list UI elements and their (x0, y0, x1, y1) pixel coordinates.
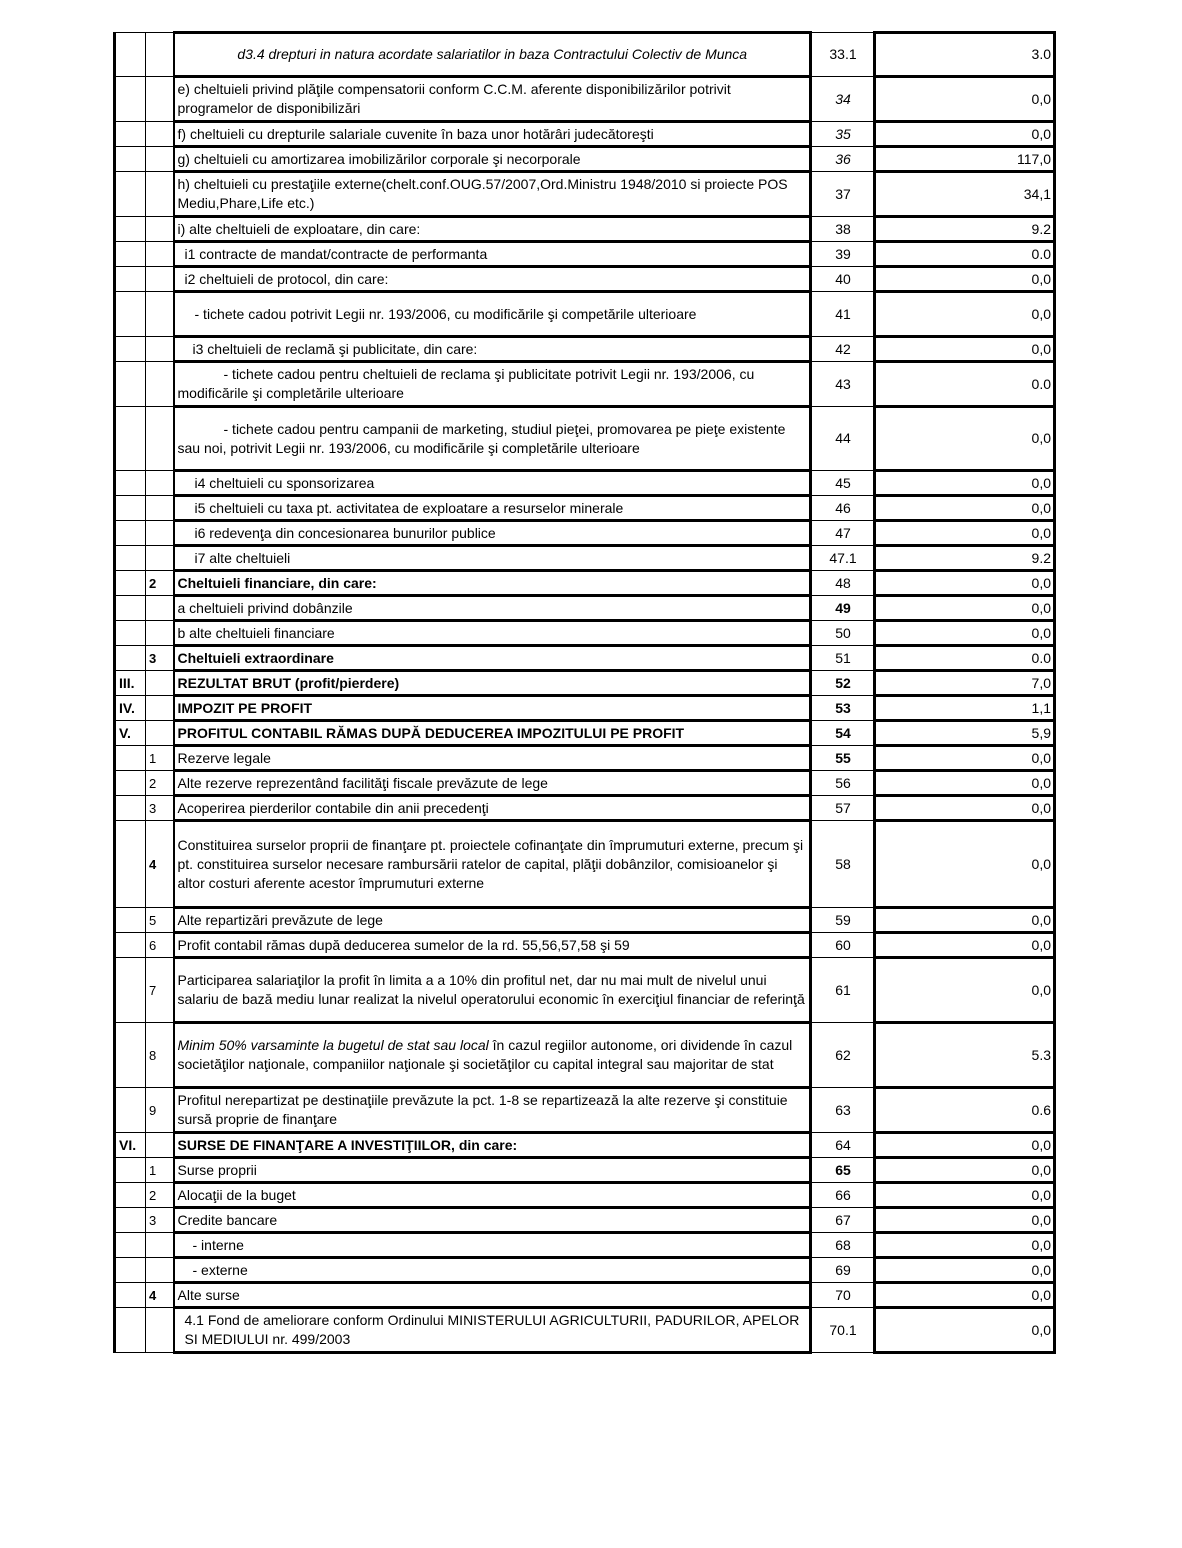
description-cell (174, 77, 811, 122)
table-row (115, 407, 1055, 471)
table-row (115, 147, 1055, 172)
description-cell (174, 1158, 811, 1183)
chapter-cell: IV. (115, 696, 146, 721)
description-text: i5 cheltuieli cu taxa pt. activitatea de exploatare a resurselor minerale (194, 499, 624, 516)
value-cell: 0,0 (875, 908, 1055, 933)
row-code-cell: 62 (811, 1023, 875, 1088)
row-code-cell: 44 (811, 407, 875, 471)
description-cell (174, 521, 811, 546)
description-cell (174, 671, 811, 696)
value-cell: 0,0 (875, 1183, 1055, 1208)
value-cell: 117,0 (875, 147, 1055, 172)
row-code-cell: 38 (811, 217, 875, 242)
chapter-cell (115, 337, 146, 362)
value-cell: 0.6 (875, 1088, 1055, 1133)
table-row (115, 521, 1055, 546)
item-number-cell: 4 (146, 821, 174, 908)
description-cell (174, 796, 811, 821)
item-number-cell: 1 (146, 746, 174, 771)
table-row (115, 1233, 1055, 1258)
description-text: Constituirea surselor proprii de finanţare pt. proiectele cofinanţate din împrumuturi externe, precum şi pt. constituirea surselor necesare rambursării ratelor de capital, plăţii dobânzilor, comisioanelor şi altor costuri aferente acestor împrumuturi externe (177, 836, 804, 891)
chapter-cell (115, 1158, 146, 1183)
table-row (115, 1208, 1055, 1233)
value-cell: 9.2 (875, 217, 1055, 242)
value-cell: 0,0 (875, 796, 1055, 821)
table-body (115, 33, 1055, 1353)
table-row (115, 172, 1055, 217)
description-text: d3.4 drepturi in natura acordate salariatilor in baza Contractului Colectiv de Munca (237, 46, 748, 62)
row-code-cell: 47.1 (811, 546, 875, 571)
description-text: Alocaţii de la buget (177, 1186, 296, 1203)
table-row (115, 696, 1055, 721)
chapter-cell (115, 621, 146, 646)
description-cell (174, 172, 811, 217)
description-text: Surse proprii (177, 1161, 257, 1178)
value-cell: 0,0 (875, 496, 1055, 521)
table-row (115, 1158, 1055, 1183)
chapter-cell (115, 1308, 146, 1353)
table-row (115, 496, 1055, 521)
item-number-cell (146, 1133, 174, 1158)
item-number-cell (146, 122, 174, 147)
description-cell (174, 362, 811, 407)
value-cell: 0,0 (875, 337, 1055, 362)
item-number-cell (146, 496, 174, 521)
chapter-cell (115, 242, 146, 267)
chapter-cell (115, 1208, 146, 1233)
description-cell (174, 1283, 811, 1308)
table-row (115, 771, 1055, 796)
table-row (115, 546, 1055, 571)
item-number-cell (146, 696, 174, 721)
chapter-cell (115, 1088, 146, 1133)
row-code-cell: 63 (811, 1088, 875, 1133)
chapter-cell (115, 292, 146, 337)
item-number-cell: 1 (146, 1158, 174, 1183)
value-cell: 0,0 (875, 746, 1055, 771)
chapter-cell (115, 546, 146, 571)
description-cell (174, 746, 811, 771)
item-number-cell (146, 1233, 174, 1258)
table-row (115, 908, 1055, 933)
row-code-cell: 66 (811, 1183, 875, 1208)
description-text: Rezerve legale (177, 749, 271, 766)
description-cell (174, 242, 811, 267)
row-code-cell: 58 (811, 821, 875, 908)
chapter-cell (115, 1183, 146, 1208)
description-text: Participarea salariaţilor la profit în limita a a 10% din profitul net, dar nu mai mult de nivelul unui salariu de bază mediu lunar realizat la nivelul operatorului economic în exerciţiul financiar de referinţă (177, 972, 805, 1007)
item-number-cell (146, 407, 174, 471)
description-text: PROFITUL CONTABIL RĂMAS DUPĂ DEDUCEREA IMPOZITULUI PE PROFIT (177, 724, 685, 741)
description-cell (174, 771, 811, 796)
description-text: a cheltuieli privind dobânzile (177, 599, 353, 616)
item-number-cell: 2 (146, 771, 174, 796)
item-number-cell: 3 (146, 796, 174, 821)
description-cell (174, 1023, 811, 1088)
table-row (115, 267, 1055, 292)
description-text: - tichete cadou potrivit Legii nr. 193/2006, cu modificările şi competările ulterioare (194, 305, 697, 322)
table-row (115, 746, 1055, 771)
value-cell: 0,0 (875, 771, 1055, 796)
chapter-cell (115, 33, 146, 77)
chapter-cell (115, 1283, 146, 1308)
description-cell (174, 1088, 811, 1133)
chapter-cell (115, 821, 146, 908)
value-cell: 0,0 (875, 1258, 1055, 1283)
description-text: - tichete cadou pentru campanii de marketing, studiul pieţei, promovarea pe pieţe existente sau noi, potrivit Legii nr. 193/2006, cu modificările şi completările ulterioare (177, 420, 786, 456)
item-number-cell: 8 (146, 1023, 174, 1088)
chapter-cell (115, 958, 146, 1023)
description-cell (174, 267, 811, 292)
chapter-cell (115, 217, 146, 242)
value-cell: 0.0 (875, 362, 1055, 407)
description-cell (174, 1233, 811, 1258)
chapter-cell (115, 407, 146, 471)
row-code-cell: 41 (811, 292, 875, 337)
chapter-cell (115, 796, 146, 821)
description-text: i2 cheltuieli de protocol, din care: (184, 270, 389, 287)
row-code-cell: 68 (811, 1233, 875, 1258)
description-cell (174, 33, 811, 77)
table-row (115, 292, 1055, 337)
description-text: i3 cheltuieli de reclamă şi publicitate, din care: (192, 340, 478, 357)
item-number-cell (146, 721, 174, 746)
item-number-cell (146, 147, 174, 172)
description-text: REZULTAT BRUT (profit/pierdere) (177, 674, 400, 691)
value-cell: 3.0 (875, 33, 1055, 77)
value-cell: 0.0 (875, 646, 1055, 671)
chapter-cell (115, 147, 146, 172)
row-code-cell: 48 (811, 571, 875, 596)
description-cell (174, 571, 811, 596)
row-code-cell: 34 (811, 77, 875, 122)
description-text: i4 cheltuieli cu sponsorizarea (194, 474, 375, 491)
item-number-cell (146, 546, 174, 571)
row-code-cell: 43 (811, 362, 875, 407)
row-code-cell: 42 (811, 337, 875, 362)
description-cell (174, 407, 811, 471)
table-row (115, 337, 1055, 362)
table-row (115, 1133, 1055, 1158)
row-code-cell: 52 (811, 671, 875, 696)
item-number-cell: 9 (146, 1088, 174, 1133)
row-code-cell: 51 (811, 646, 875, 671)
description-cell (174, 821, 811, 908)
chapter-cell (115, 122, 146, 147)
value-cell: 0,0 (875, 1133, 1055, 1158)
row-code-cell: 56 (811, 771, 875, 796)
value-cell: 0,0 (875, 292, 1055, 337)
description-cell (174, 1183, 811, 1208)
financial-table (113, 31, 1056, 1354)
description-text: în cazul regiilor autonome, ori dividende în cazul societăţilor naţionale, companiilor naţionale şi societăţilor cu capital integral sau majoritar de stat (177, 1037, 793, 1072)
table-row (115, 571, 1055, 596)
row-code-cell: 54 (811, 721, 875, 746)
item-number-cell: 4 (146, 1283, 174, 1308)
row-code-cell: 60 (811, 933, 875, 958)
item-number-cell (146, 33, 174, 77)
value-cell: 0,0 (875, 521, 1055, 546)
description-cell (174, 908, 811, 933)
description-text: i6 redevenţa din concesionarea bunurilor publice (194, 524, 496, 541)
description-text: - tichete cadou pentru cheltuieli de reclama şi publicitate potrivit Legii nr. 193/2006, cu modificările şi completările ulterioare (177, 366, 755, 401)
description-text: 4.1 Fond de ameliorare conform Ordinului MINISTERULUI AGRICULTURII, PADURILOR, APELOR SI MEDIULUI nr. 499/2003 (184, 1312, 800, 1347)
item-number-cell (146, 671, 174, 696)
item-number-cell: 5 (146, 908, 174, 933)
row-code-cell: 64 (811, 1133, 875, 1158)
table-row (115, 933, 1055, 958)
value-cell: 0,0 (875, 933, 1055, 958)
description-text: e) cheltuieli privind plăţile compensatorii conform C.C.M. aferente disponibilizărilor potrivit programelor de disponibilizări (177, 81, 731, 116)
description-text: - externe (192, 1261, 248, 1278)
description-text: Cheltuieli financiare, din care: (177, 574, 377, 591)
value-cell: 0,0 (875, 621, 1055, 646)
description-text: Cheltuieli extraordinare (177, 649, 334, 666)
value-cell: 0,0 (875, 1308, 1055, 1353)
item-number-cell (146, 596, 174, 621)
description-text: IMPOZIT PE PROFIT (177, 699, 313, 716)
row-code-cell: 36 (811, 147, 875, 172)
table-row (115, 1283, 1055, 1308)
description-cell (174, 621, 811, 646)
value-cell: 0,0 (875, 1233, 1055, 1258)
table-row (115, 242, 1055, 267)
chapter-cell (115, 596, 146, 621)
description-cell (174, 933, 811, 958)
chapter-cell (115, 571, 146, 596)
row-code-cell: 45 (811, 471, 875, 496)
description-text: Profit contabil rămas după deducerea sumelor de la rd. 55,56,57,58 şi 59 (177, 936, 630, 953)
value-cell: 5,9 (875, 721, 1055, 746)
item-number-cell (146, 172, 174, 217)
item-number-cell: 2 (146, 571, 174, 596)
chapter-cell (115, 496, 146, 521)
description-cell (174, 958, 811, 1023)
description-text: b alte cheltuieli financiare (177, 624, 335, 641)
item-number-cell (146, 77, 174, 122)
table-row (115, 122, 1055, 147)
table-row (115, 471, 1055, 496)
description-text: i) alte cheltuieli de exploatare, din care: (177, 220, 421, 237)
row-code-cell: 33.1 (811, 33, 875, 77)
chapter-cell: V. (115, 721, 146, 746)
table-row (115, 1088, 1055, 1133)
table-row (115, 958, 1055, 1023)
chapter-cell (115, 521, 146, 546)
row-code-cell: 69 (811, 1258, 875, 1283)
row-code-cell: 55 (811, 746, 875, 771)
description-text: Acoperirea pierderilor contabile din anii precedenţi (177, 799, 489, 816)
description-text: h) cheltuieli cu prestaţiile externe(chelt.conf.OUG.57/2007,Ord.Ministru 1948/2010 si proiecte POS Mediu,Phare,Life etc.) (177, 176, 788, 211)
description-text: g) cheltuieli cu amortizarea imobilizărilor corporale şi necorporale (177, 150, 581, 167)
value-cell: 0,0 (875, 77, 1055, 122)
row-code-cell: 37 (811, 172, 875, 217)
description-text: Alte repartizări prevăzute de lege (177, 911, 383, 928)
description-text: Credite bancare (177, 1211, 278, 1228)
description-text: f) cheltuieli cu drepturile salariale cuvenite în baza unor hotărâri judecătoreşti (177, 125, 654, 142)
row-code-cell: 67 (811, 1208, 875, 1233)
description-cell (174, 496, 811, 521)
value-cell: 5.3 (875, 1023, 1055, 1088)
row-code-cell: 61 (811, 958, 875, 1023)
table-row (115, 1258, 1055, 1283)
row-code-cell: 40 (811, 267, 875, 292)
item-number-cell (146, 337, 174, 362)
chapter-cell: III. (115, 671, 146, 696)
description-text: i1 contracte de mandat/contracte de performanta (184, 245, 488, 262)
item-number-cell (146, 1258, 174, 1283)
item-number-cell: 2 (146, 1183, 174, 1208)
value-cell: 0,0 (875, 267, 1055, 292)
description-cell (174, 292, 811, 337)
description-text: Alte surse (177, 1286, 240, 1303)
item-number-cell (146, 621, 174, 646)
chapter-cell (115, 362, 146, 407)
item-number-cell: 3 (146, 1208, 174, 1233)
value-cell: 0,0 (875, 471, 1055, 496)
description-cell (174, 546, 811, 571)
value-cell: 0,0 (875, 821, 1055, 908)
table-row (115, 1308, 1055, 1353)
table-row (115, 596, 1055, 621)
table-row (115, 796, 1055, 821)
value-cell: 0,0 (875, 122, 1055, 147)
description-cell (174, 1208, 811, 1233)
value-cell: 0,0 (875, 1158, 1055, 1183)
description-cell (174, 721, 811, 746)
row-code-cell: 65 (811, 1158, 875, 1183)
row-code-cell: 70 (811, 1283, 875, 1308)
item-number-cell: 6 (146, 933, 174, 958)
row-code-cell: 49 (811, 596, 875, 621)
item-number-cell (146, 1308, 174, 1353)
chapter-cell (115, 267, 146, 292)
row-code-cell: 53 (811, 696, 875, 721)
description-cell (174, 122, 811, 147)
description-text: Profitul nerepartizat pe destinaţiile prevăzute la pct. 1-8 se repartizează la alte rezerve şi constituie sursă proprie de finanţare (177, 1092, 788, 1127)
description-cell (174, 217, 811, 242)
row-code-cell: 39 (811, 242, 875, 267)
chapter-cell (115, 933, 146, 958)
table-row (115, 721, 1055, 746)
item-number-cell: 7 (146, 958, 174, 1023)
table-row (115, 1023, 1055, 1088)
description-text: - interne (192, 1236, 244, 1253)
item-number-cell (146, 471, 174, 496)
table-row (115, 621, 1055, 646)
description-italic-part: Minim 50% varsaminte la bugetul de stat sau local (177, 1037, 489, 1053)
row-code-cell: 47 (811, 521, 875, 546)
description-cell (174, 596, 811, 621)
value-cell: 0,0 (875, 571, 1055, 596)
value-cell: 7,0 (875, 671, 1055, 696)
description-text: i7 alte cheltuieli (194, 549, 291, 566)
row-code-cell: 59 (811, 908, 875, 933)
table-row (115, 362, 1055, 407)
table-row (115, 671, 1055, 696)
chapter-cell (115, 746, 146, 771)
row-code-cell: 50 (811, 621, 875, 646)
description-text: Alte rezerve reprezentând facilităţi fiscale prevăzute de lege (177, 774, 548, 791)
chapter-cell: VI. (115, 1133, 146, 1158)
item-number-cell (146, 242, 174, 267)
chapter-cell (115, 771, 146, 796)
chapter-cell (115, 172, 146, 217)
table-row (115, 1183, 1055, 1208)
table-row (115, 821, 1055, 908)
value-cell: 1,1 (875, 696, 1055, 721)
item-number-cell (146, 521, 174, 546)
value-cell: 0,0 (875, 1208, 1055, 1233)
value-cell: 34,1 (875, 172, 1055, 217)
chapter-cell (115, 1233, 146, 1258)
description-cell (174, 147, 811, 172)
row-code-cell: 57 (811, 796, 875, 821)
chapter-cell (115, 1023, 146, 1088)
value-cell: 0,0 (875, 596, 1055, 621)
chapter-cell (115, 1258, 146, 1283)
value-cell: 9.2 (875, 546, 1055, 571)
description-cell (174, 696, 811, 721)
description-cell (174, 646, 811, 671)
table-row (115, 77, 1055, 122)
chapter-cell (115, 646, 146, 671)
value-cell: 0,0 (875, 407, 1055, 471)
item-number-cell (146, 362, 174, 407)
item-number-cell (146, 217, 174, 242)
table-row (115, 646, 1055, 671)
row-code-cell: 46 (811, 496, 875, 521)
chapter-cell (115, 471, 146, 496)
description-text: SURSE DE FINANŢARE A INVESTIŢIILOR, din care: (177, 1136, 518, 1153)
description-cell (174, 1258, 811, 1283)
chapter-cell (115, 77, 146, 122)
value-cell: 0.0 (875, 242, 1055, 267)
table-row (115, 33, 1055, 77)
value-cell: 0,0 (875, 1283, 1055, 1308)
table-row (115, 217, 1055, 242)
chapter-cell (115, 908, 146, 933)
row-code-cell: 35 (811, 122, 875, 147)
description-cell (174, 471, 811, 496)
row-code-cell: 70.1 (811, 1308, 875, 1353)
description-cell (174, 1133, 811, 1158)
item-number-cell (146, 292, 174, 337)
value-cell: 0,0 (875, 958, 1055, 1023)
description-cell (174, 1308, 811, 1353)
description-cell (174, 337, 811, 362)
item-number-cell (146, 267, 174, 292)
item-number-cell: 3 (146, 646, 174, 671)
